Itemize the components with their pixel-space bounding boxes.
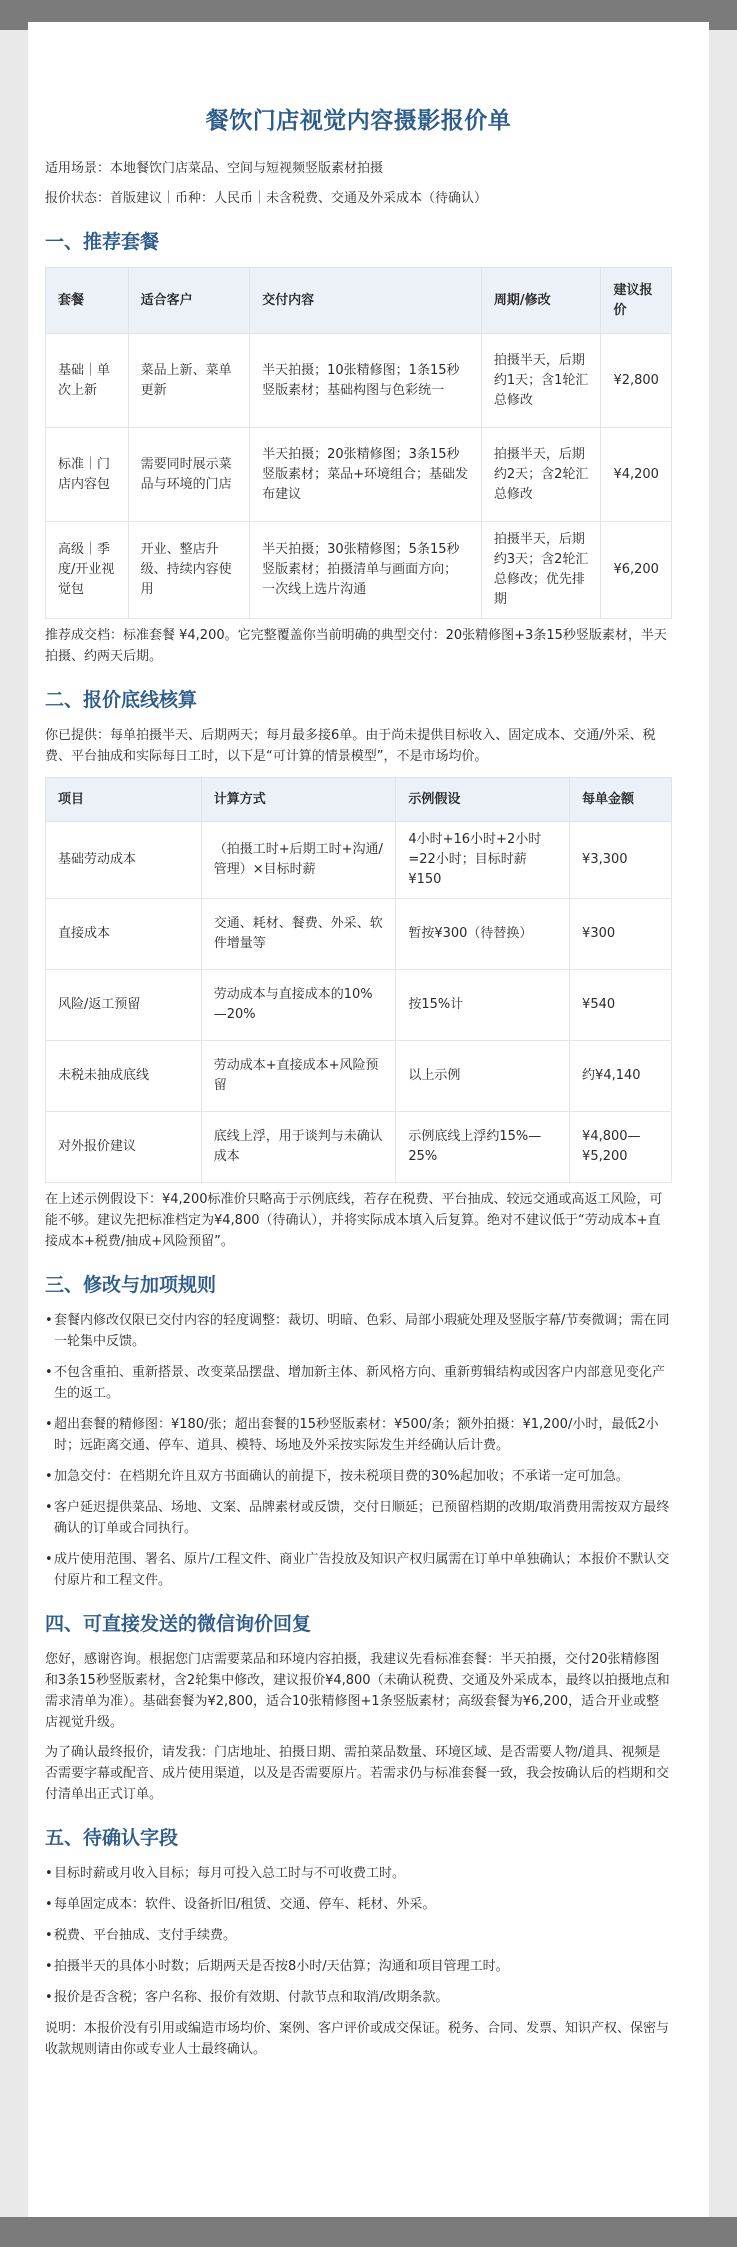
- table-cell: ¥2,800: [601, 334, 672, 428]
- table-row: [46, 334, 672, 428]
- table-cell: 拍摄半天，后期约1天；含1轮汇总修改: [481, 334, 601, 428]
- section-heading-packages: 一、推荐套餐: [45, 231, 160, 253]
- list-item: • 不包含重拍、重新搭景、改变菜品摆盘、增加新主体、新风格方向、重新剪辑结构或因客户内部意见变化产生的返工。: [45, 1362, 672, 1404]
- document-page: [28, 22, 709, 2218]
- table-cell: 对外报价建议: [46, 1112, 202, 1183]
- pending-fields-list: [45, 1863, 672, 2008]
- disclaimer: 说明：本报价没有引用或编造市场均价、案例、客户评价或成交保证。税务、合同、发票、知识产权、保密与收款规则请由你或专业人士最终确认。: [45, 2021, 670, 2057]
- list-item: • 拍摄半天的具体小时数；后期两天是否按8小时/天估算；沟通和项目管理工时。: [45, 1956, 672, 1977]
- table-cell: 高级｜季度/开业视觉包: [46, 522, 129, 619]
- column-header: 计算方式: [201, 778, 396, 822]
- list-item: • 税费、平台抽成、支付手续费。: [45, 1925, 672, 1946]
- list-item: • 报价是否含税；客户名称、报价有效期、付款节点和取消/改期条款。: [45, 1987, 672, 2008]
- table-cell: 拍摄半天，后期约3天；含2轮汇总修改；优先排期: [481, 522, 601, 619]
- table-cell: 半天拍摄；20张精修图；3条15秒竖版素材；菜品+环境组合；基础发布建议: [250, 428, 482, 522]
- table-row: [46, 428, 672, 522]
- table-header-row: [46, 778, 672, 822]
- document-title: 餐饮门店视觉内容摄影报价单: [205, 108, 512, 134]
- table-cell: ¥4,800—¥5,200: [570, 1112, 672, 1183]
- revision-rules-list: [45, 1310, 672, 1591]
- section-heading-floor-price: 二、报价底线核算: [45, 689, 198, 711]
- table-cell: 标准｜门店内容包: [46, 428, 129, 522]
- table-cell: 直接成本: [46, 899, 202, 970]
- section-heading-revision-rules: 三、修改与加项规则: [45, 1274, 217, 1296]
- table-cell: 约¥4,140: [570, 1041, 672, 1112]
- floor-price-intro: 你已提供：每单拍摄半天、后期两天；每月最多接6单。由于尚未提供目标收入、固定成本、交通/外采、税费、平台抽成和实际每日工时，以下是“可计算的情景模型”，不是市场均价。: [45, 728, 656, 764]
- list-item: • 超出套餐的精修图：¥180/张；超出套餐的15秒竖版素材：¥500/条；额外拍摄：¥1,200/小时，最低2小时；远距离交通、停车、道具、模特、场地及外采按实际发生并经确认后计费。: [45, 1414, 672, 1456]
- table-row: [46, 1041, 672, 1112]
- table-cell: 未税未抽成底线: [46, 1041, 202, 1112]
- wechat-reply-paragraph: 您好，感谢咨询。根据您门店需要菜品和环境内容拍摄，我建议先看标准套餐：半天拍摄，交付20张精修图和3条15秒竖版素材，含2轮集中修改，建议报价¥4,800（未确认税费、交通及外采成本，最终以拍摄地点和需求清单为准）。基础套餐为¥2,800，适合10张精修图+1条竖版素材；高级套餐为¥6,200，适合开业或整店视觉升级。: [45, 1652, 670, 1730]
- table-cell: 基础劳动成本: [46, 822, 202, 899]
- table-cell: ¥6,200: [601, 522, 672, 619]
- list-item: • 套餐内修改仅限已交付内容的轻度调整：裁切、明暗、色彩、局部小瑕疵处理及竖版字幕/节奏微调；需在同一轮集中反馈。: [45, 1310, 672, 1352]
- table-cell: 交通、耗材、餐费、外采、软件增量等: [201, 899, 396, 970]
- table-cell: 基础｜单次上新: [46, 334, 129, 428]
- wechat-reply-paragraph: 为了确认最终报价，请发我：门店地址、拍摄日期、需拍菜品数量、环境区域、是否需要人物/道具、视频是否需要字幕或配音、成片使用渠道，以及是否需要原片。若需求仍与标准套餐一致，我会按确认后的档期和交付清单出正式订单。: [45, 1745, 670, 1802]
- table-cell: ¥300: [570, 899, 672, 970]
- viewer-bottom-bar: [0, 2217, 737, 2247]
- table-cell: 半天拍摄；30张精修图；5条15秒竖版素材；拍摄清单与画面方向；一次线上选片沟通: [250, 522, 482, 619]
- table-cell: 拍摄半天，后期约2天；含2轮汇总修改: [481, 428, 601, 522]
- table-cell: 暂按¥300（待替换）: [396, 899, 570, 970]
- table-cell: 示例底线上浮约15%—25%: [396, 1112, 570, 1183]
- column-header: 每单金额: [570, 778, 672, 822]
- table-row: [46, 1112, 672, 1183]
- table-cell: 劳动成本与直接成本的10%—20%: [201, 970, 396, 1041]
- column-header: 项目: [46, 778, 202, 822]
- section-heading-wechat-reply: 四、可直接发送的微信询价回复: [45, 1613, 312, 1635]
- list-item: • 加急交付：在档期允许且双方书面确认的前提下，按未税项目费的30%起加收；不承诺一定可加急。: [45, 1466, 672, 1487]
- cost-table: [45, 777, 672, 1183]
- packages-table: [45, 267, 672, 619]
- table-cell: ¥3,300: [570, 822, 672, 899]
- table-cell: 按15%计: [396, 970, 570, 1041]
- table-cell: （拍摄工时+后期工时+沟通/管理）×目标时薪: [201, 822, 396, 899]
- table-row: [46, 822, 672, 899]
- column-header: 周期/修改: [481, 268, 601, 334]
- table-row: [46, 522, 672, 619]
- list-item: • 成片使用范围、署名、原片/工程文件、商业广告投放及知识产权归属需在订单中单独确认；本报价不默认交付原片和工程文件。: [45, 1549, 672, 1591]
- column-header: 交付内容: [250, 268, 482, 334]
- scope-line: 适用场景：本地餐饮门店菜品、空间与短视频竖版素材拍摄: [45, 161, 384, 176]
- table-cell: ¥540: [570, 970, 672, 1041]
- table-cell: 劳动成本+直接成本+风险预留: [201, 1041, 396, 1112]
- table-row: [46, 899, 672, 970]
- column-header: 示例假设: [396, 778, 570, 822]
- table-cell: 底线上浮，用于谈判与未确认成本: [201, 1112, 396, 1183]
- column-header: 套餐: [46, 268, 129, 334]
- table-cell: 菜品上新、菜单更新: [128, 334, 250, 428]
- column-header: 适合客户: [128, 268, 250, 334]
- recommended-package-note: 推荐成交档：标准套餐 ¥4,200。它完整覆盖你当前明确的典型交付：20张精修图+3条15秒竖版素材，半天拍摄、约两天后期。: [45, 628, 667, 664]
- list-item: • 客户延迟提供菜品、场地、文案、品牌素材或反馈，交付日顺延；已预留档期的改期/取消费用需按双方最终确认的订单或合同执行。: [45, 1497, 672, 1539]
- list-item: • 每单固定成本：软件、设备折旧/租赁、交通、停车、耗材、外采。: [45, 1894, 672, 1915]
- table-cell: 风险/返工预留: [46, 970, 202, 1041]
- list-item: • 目标时薪或月收入目标；每月可投入总工时与不可收费工时。: [45, 1863, 672, 1884]
- column-header: 建议报价: [601, 268, 672, 334]
- table-cell: ¥4,200: [601, 428, 672, 522]
- table-cell: 4小时+16小时+2小时=22小时；目标时薪¥150: [396, 822, 570, 899]
- table-cell: 开业、整店升级、持续内容使用: [128, 522, 250, 619]
- status-line: 报价状态：首版建议｜币种：人民币｜未含税费、交通及外采成本（待确认）: [45, 191, 488, 206]
- table-row: [46, 970, 672, 1041]
- table-cell: 以上示例: [396, 1041, 570, 1112]
- table-cell: 半天拍摄；10张精修图；1条15秒竖版素材；基础构图与色彩统一: [250, 334, 482, 428]
- section-heading-pending-fields: 五、待确认字段: [45, 1827, 179, 1849]
- floor-price-note: 在上述示例假设下：¥4,200标准价只略高于示例底线，若存在税费、平台抽成、较远交通或高返工风险，可能不够。建议先把标准档定为¥4,800（待确认），并将实际成本填入后复算。绝对不建议低于“劳动成本+直接成本+税费/抽成+风险预留”。: [45, 1192, 663, 1249]
- table-cell: 需要同时展示菜品与环境的门店: [128, 428, 250, 522]
- table-header-row: [46, 268, 672, 334]
